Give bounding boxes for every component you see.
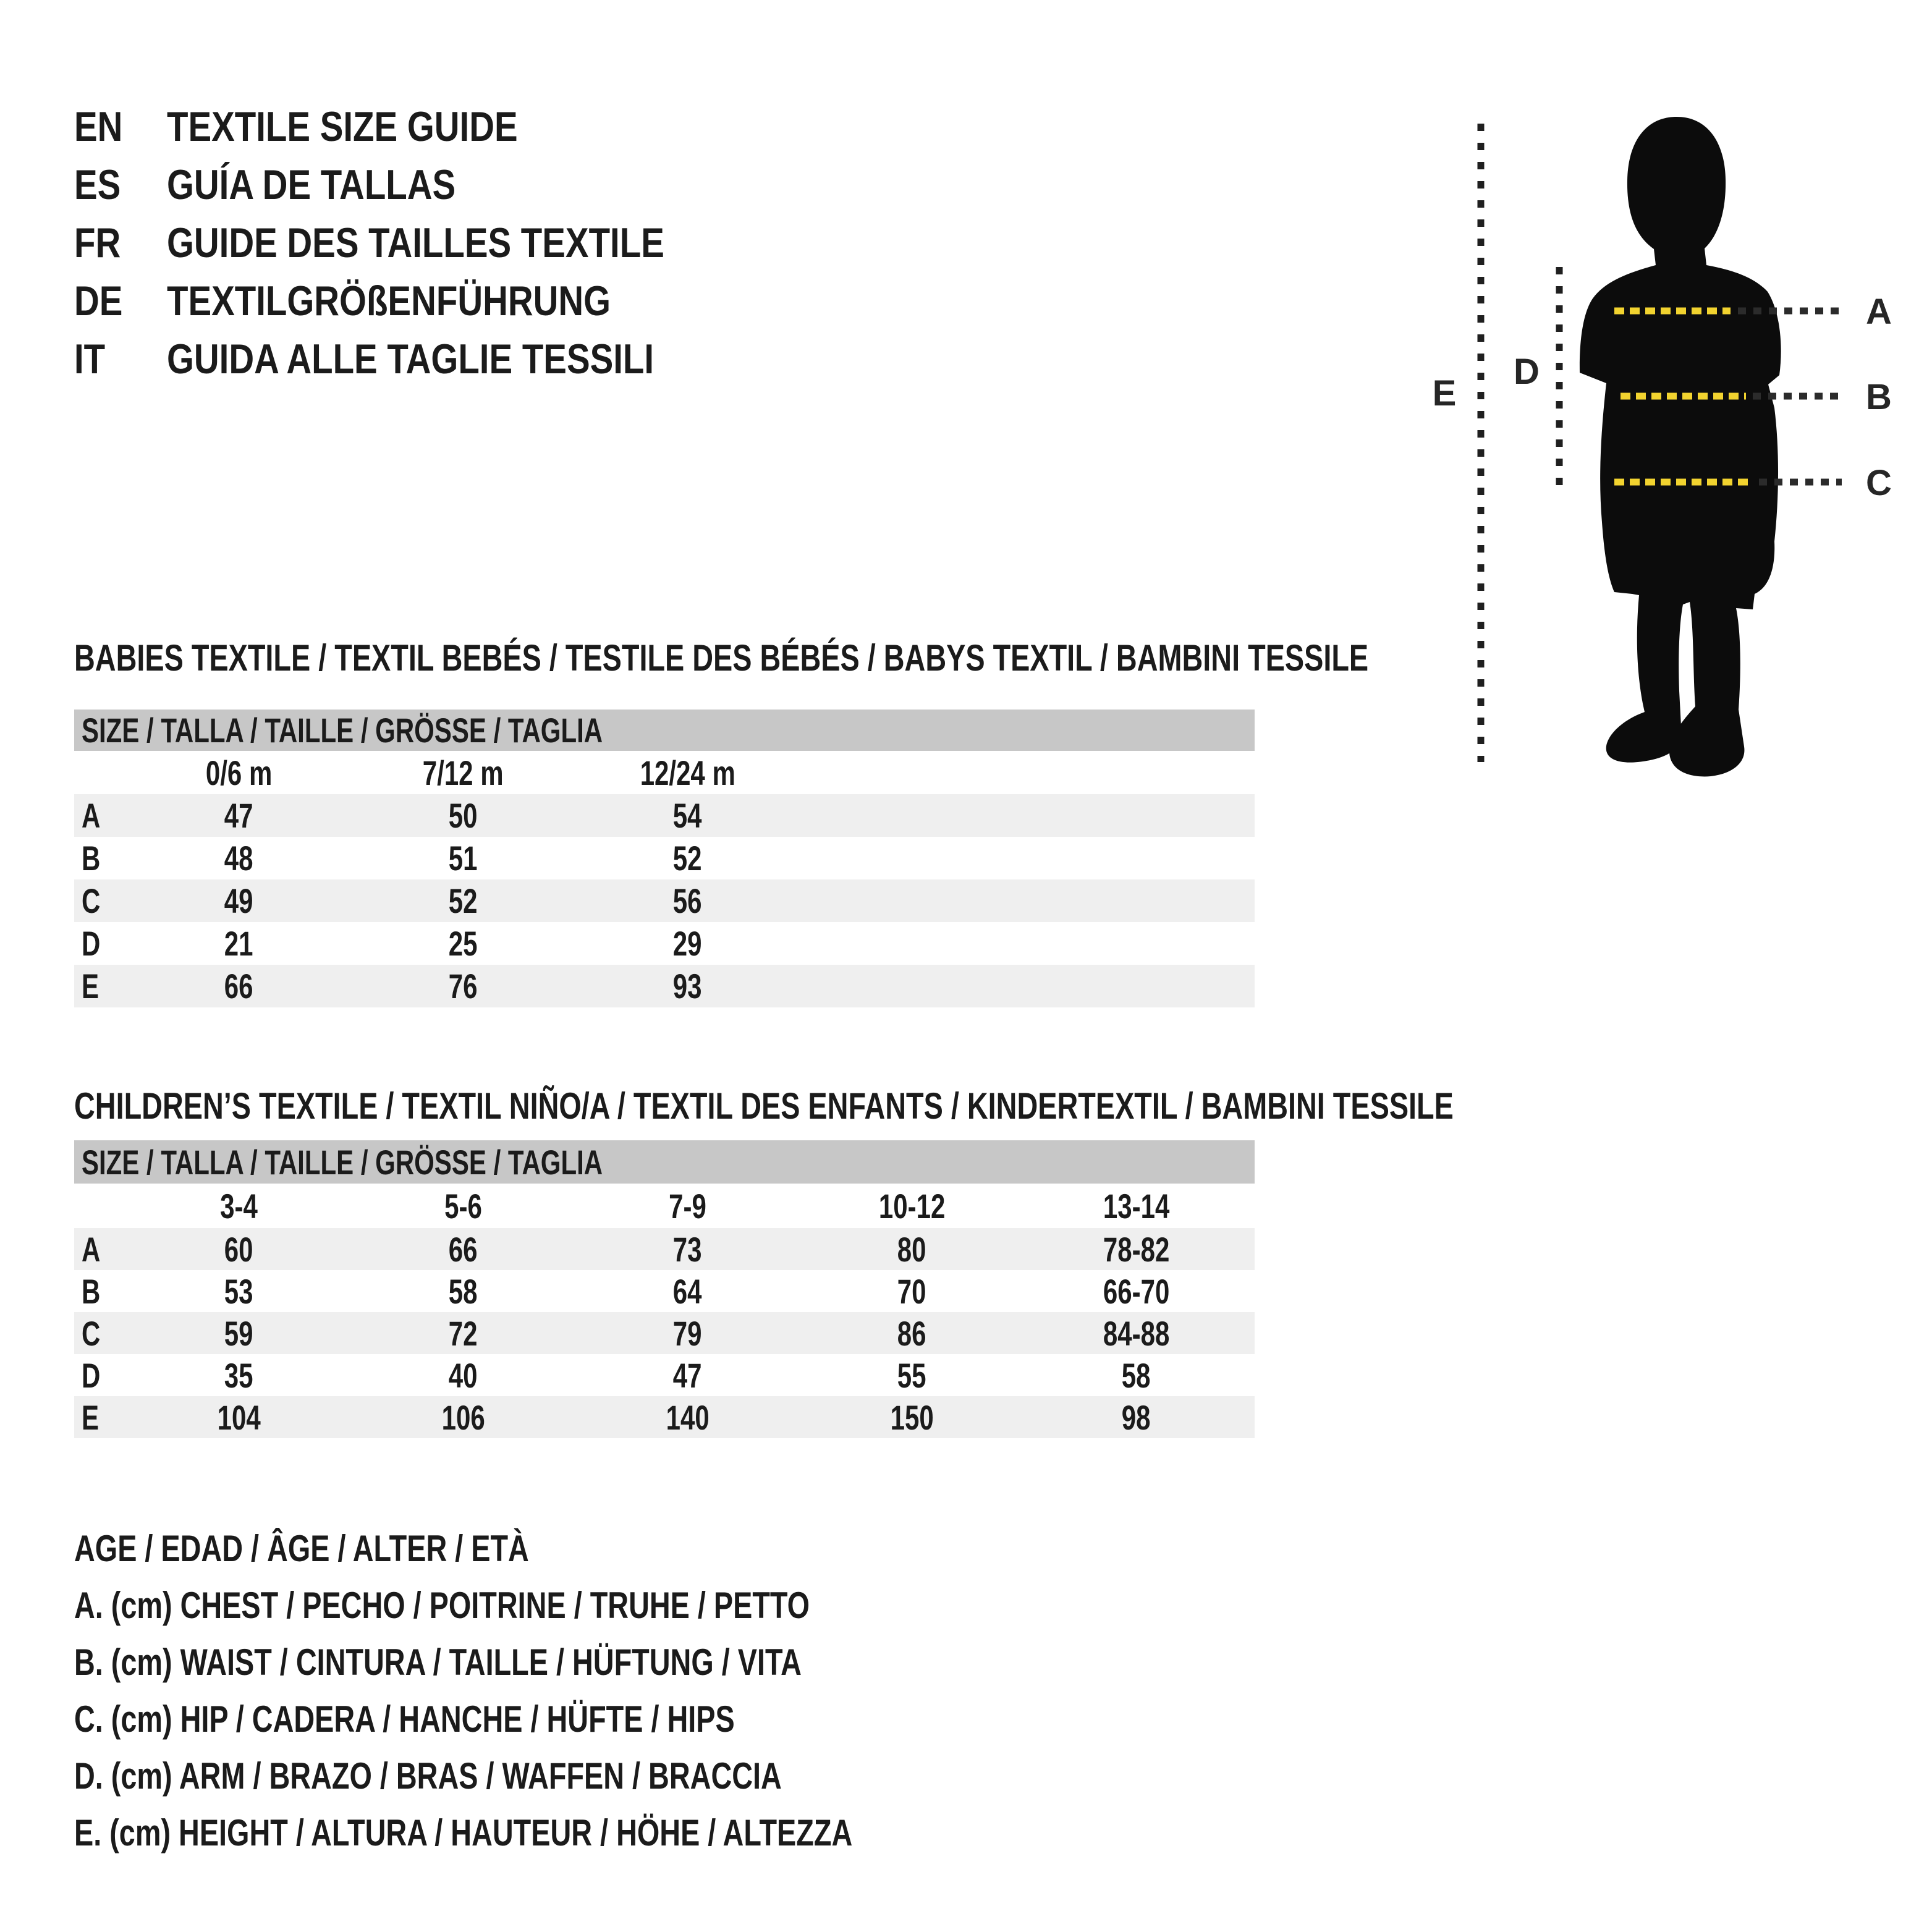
language-row xyxy=(74,214,766,272)
table-cell-text: 78-82 xyxy=(1103,1229,1170,1269)
table-cell xyxy=(800,1355,1024,1396)
table-cell xyxy=(127,1313,351,1354)
table-cell-text: 52 xyxy=(449,881,478,920)
language-guide-title xyxy=(167,335,753,383)
language-title-list xyxy=(74,98,766,388)
language-guide-title-text: GUÍA DE TALLAS xyxy=(167,161,456,208)
language-code-text: EN xyxy=(74,103,123,150)
table-cell-text: 21 xyxy=(224,924,253,963)
column-header-text: 12/24 m xyxy=(640,753,735,792)
table-cell-text: 140 xyxy=(666,1397,710,1437)
table-row xyxy=(74,965,1255,1007)
column-header-text: 10-12 xyxy=(878,1186,946,1226)
table-row xyxy=(74,879,1255,922)
table-cell xyxy=(1024,1355,1248,1396)
language-guide-title-text: TEXTILGRÖßENFÜHRUNG xyxy=(167,278,611,324)
table-cell xyxy=(351,1229,575,1269)
figure-label-b: B xyxy=(1866,377,1892,417)
table-cell-text: 84-88 xyxy=(1103,1313,1170,1353)
table-cell xyxy=(127,1271,351,1311)
language-row xyxy=(74,98,766,156)
column-header xyxy=(1024,1186,1248,1226)
row-label xyxy=(74,1271,127,1311)
table-cell xyxy=(351,838,575,878)
table-cell-text: 58 xyxy=(1122,1355,1151,1395)
table-row xyxy=(74,794,1255,837)
row-label-text: A xyxy=(82,796,101,835)
table-cell xyxy=(351,1397,575,1438)
language-code xyxy=(74,277,167,325)
table-cell xyxy=(575,966,800,1006)
legend-line-text: B. (cm) WAIST / CINTURA / TAILLE / HÜFTUNG / VITA xyxy=(74,1641,802,1683)
column-header-text: 7/12 m xyxy=(423,753,504,792)
table-row xyxy=(74,837,1255,879)
language-guide-title xyxy=(167,161,515,209)
table-cell-text: 73 xyxy=(673,1229,702,1269)
table-cell-text: 106 xyxy=(441,1397,485,1437)
table-cell-text: 49 xyxy=(224,881,253,920)
language-guide-title xyxy=(167,219,766,267)
column-header xyxy=(127,753,351,793)
language-code-text: DE xyxy=(74,278,123,324)
language-row xyxy=(74,156,766,214)
table-cell xyxy=(1024,1229,1248,1269)
table-cell-text: 150 xyxy=(890,1397,934,1437)
table-cell-text: 52 xyxy=(673,839,702,878)
size-header-text: SIZE / TALLA / TAILLE / GRÖSSE / TAGLIA xyxy=(82,1142,603,1182)
row-label-text: C xyxy=(82,1313,101,1353)
language-code-text: ES xyxy=(74,161,121,208)
legend-line xyxy=(74,1577,1072,1633)
column-header-row xyxy=(74,751,1255,794)
table-cell-text: 79 xyxy=(673,1313,702,1353)
table-cell-text: 98 xyxy=(1122,1397,1151,1437)
row-label-text: A xyxy=(82,1229,101,1269)
column-header-row xyxy=(74,1184,1255,1228)
row-label xyxy=(74,1397,127,1438)
table-row xyxy=(74,1228,1255,1270)
language-row xyxy=(74,330,766,388)
table-cell-text: 58 xyxy=(449,1271,478,1311)
language-code xyxy=(74,219,167,267)
table-cell-text: 93 xyxy=(673,967,702,1006)
child-silhouette xyxy=(1580,117,1781,776)
children-section-title xyxy=(74,1085,1842,1128)
table-cell xyxy=(575,881,800,921)
table-cell-text: 86 xyxy=(897,1313,926,1353)
legend-line-text: D. (cm) ARM / BRAZO / BRAS / WAFFEN / BRACCIA xyxy=(74,1755,782,1797)
table-cell-text: 47 xyxy=(673,1355,702,1395)
table-row xyxy=(74,922,1255,965)
column-header-text: 0/6 m xyxy=(205,753,273,792)
table-cell xyxy=(127,923,351,964)
children-size-table xyxy=(74,1140,1255,1438)
children-section-title-text: CHILDREN’S TEXTILE / TEXTIL NIÑO/A / TEXTIL DES ENFANTS / KINDERTEXTIL / BAMBINI TESSILE xyxy=(74,1085,1454,1127)
table-cell xyxy=(800,1229,1024,1269)
table-cell-text: 25 xyxy=(449,924,478,963)
table-cell xyxy=(351,1313,575,1354)
legend-line xyxy=(74,1747,1072,1804)
row-label-text: C xyxy=(82,881,101,920)
figure-label-d: D xyxy=(1514,352,1540,392)
language-code xyxy=(74,335,167,383)
table-cell xyxy=(127,1355,351,1396)
row-label-text: E xyxy=(82,1397,100,1437)
table-cell-text: 59 xyxy=(224,1313,253,1353)
table-row xyxy=(74,1270,1255,1312)
legend-line-text: E. (cm) HEIGHT / ALTURA / HAUTEUR / HÖHE / ALTEZZA xyxy=(74,1811,853,1854)
table-cell xyxy=(575,1229,800,1269)
legend-line xyxy=(74,1804,1072,1861)
table-cell xyxy=(575,795,800,836)
table-cell-text: 76 xyxy=(449,967,478,1006)
language-guide-title-text: GUIDE DES TAILLES TEXTILE xyxy=(167,219,664,266)
table-cell xyxy=(575,923,800,964)
column-header xyxy=(575,753,800,793)
legend-line xyxy=(74,1690,1072,1747)
table-cell-text: 70 xyxy=(897,1271,926,1311)
legend-line xyxy=(74,1520,1072,1577)
table-cell-text: 35 xyxy=(224,1355,253,1395)
table-cell xyxy=(575,1313,800,1354)
column-header-text: 13-14 xyxy=(1103,1186,1170,1226)
row-label-text: D xyxy=(82,924,101,963)
table-cell xyxy=(127,838,351,878)
table-cell xyxy=(351,1355,575,1396)
table-cell-text: 60 xyxy=(224,1229,253,1269)
table-cell xyxy=(127,795,351,836)
table-cell-text: 64 xyxy=(673,1271,702,1311)
figure-label-a: A xyxy=(1866,292,1892,332)
language-guide-title xyxy=(167,103,590,151)
table-cell-text: 104 xyxy=(217,1397,261,1437)
table-cell xyxy=(1024,1271,1248,1311)
table-row xyxy=(74,1312,1255,1354)
table-cell-text: 72 xyxy=(449,1313,478,1353)
table-cell xyxy=(127,881,351,921)
row-label-text: D xyxy=(82,1355,101,1395)
table-cell xyxy=(575,1397,800,1438)
babies-size-table xyxy=(74,710,1255,1007)
column-header xyxy=(351,753,575,793)
measurement-legend xyxy=(74,1520,1072,1861)
row-label xyxy=(74,1313,127,1354)
table-cell xyxy=(351,795,575,836)
child-silhouette-figure xyxy=(1409,93,1932,813)
table-cell-text: 50 xyxy=(449,796,478,835)
table-cell xyxy=(800,1271,1024,1311)
column-header xyxy=(127,1186,351,1226)
table-cell xyxy=(351,1271,575,1311)
language-guide-title-text: GUIDA ALLE TAGLIE TESSILI xyxy=(167,336,655,383)
size-header-text: SIZE / TALLA / TAILLE / GRÖSSE / TAGLIA xyxy=(82,711,603,750)
table-cell xyxy=(127,966,351,1006)
table-cell-text: 66 xyxy=(449,1229,478,1269)
table-cell-text: 53 xyxy=(224,1271,253,1311)
figure-label-e: E xyxy=(1432,373,1457,413)
table-row xyxy=(74,1354,1255,1396)
table-cell-text: 47 xyxy=(224,796,253,835)
table-cell xyxy=(575,1355,800,1396)
row-label-text: E xyxy=(82,967,100,1006)
size-header-bar xyxy=(74,1140,1255,1184)
table-cell-text: 29 xyxy=(673,924,702,963)
table-cell xyxy=(351,881,575,921)
table-cell xyxy=(1024,1313,1248,1354)
column-header-text: 3-4 xyxy=(220,1186,258,1226)
language-code-text: IT xyxy=(74,336,106,383)
table-cell-text: 80 xyxy=(897,1229,926,1269)
legend-line-text: A. (cm) CHEST / PECHO / POITRINE / TRUHE / PETTO xyxy=(74,1584,810,1626)
language-code-text: FR xyxy=(74,219,121,266)
table-cell xyxy=(575,838,800,878)
table-cell xyxy=(800,1313,1024,1354)
table-cell-text: 66 xyxy=(224,967,253,1006)
table-cell-text: 56 xyxy=(673,881,702,920)
table-cell xyxy=(1024,1397,1248,1438)
table-row xyxy=(74,1396,1255,1438)
row-label-text: B xyxy=(82,839,101,878)
table-cell xyxy=(575,1271,800,1311)
figure-label-c: C xyxy=(1866,463,1892,503)
row-label xyxy=(74,1229,127,1269)
column-header-text: 7-9 xyxy=(669,1186,706,1226)
table-cell xyxy=(127,1397,351,1438)
row-label xyxy=(74,923,127,964)
table-cell xyxy=(351,966,575,1006)
table-cell-text: 66-70 xyxy=(1103,1271,1170,1311)
column-header xyxy=(800,1186,1024,1226)
row-label xyxy=(74,795,127,836)
language-code xyxy=(74,103,167,151)
column-header xyxy=(351,1186,575,1226)
table-cell xyxy=(800,1397,1024,1438)
row-label-text: B xyxy=(82,1271,101,1311)
table-cell xyxy=(127,1229,351,1269)
table-cell-text: 54 xyxy=(673,796,702,835)
row-label xyxy=(74,881,127,921)
table-cell-text: 55 xyxy=(897,1355,926,1395)
language-code xyxy=(74,161,167,209)
language-guide-title-text: TEXTILE SIZE GUIDE xyxy=(167,103,518,150)
language-row xyxy=(74,272,766,330)
row-label xyxy=(74,1355,127,1396)
legend-line xyxy=(74,1633,1072,1690)
table-cell-text: 48 xyxy=(224,839,253,878)
row-label xyxy=(74,838,127,878)
legend-line-text: C. (cm) HIP / CADERA / HANCHE / HÜFTE / HIPS xyxy=(74,1698,735,1740)
size-header-bar xyxy=(74,710,1255,751)
column-header-text: 5-6 xyxy=(444,1186,482,1226)
table-cell xyxy=(351,923,575,964)
row-label xyxy=(74,966,127,1006)
legend-line-text: AGE / EDAD / ÂGE / ALTER / ETÀ xyxy=(74,1527,529,1569)
babies-section-title-text: BABIES TEXTILE / TEXTIL BEBÉS / TESTILE DES BÉBÉS / BABYS TEXTIL / BAMBINI TESSILE xyxy=(74,637,1369,679)
column-header xyxy=(575,1186,800,1226)
language-guide-title xyxy=(167,277,701,325)
table-cell-text: 40 xyxy=(449,1355,478,1395)
table-cell-text: 51 xyxy=(449,839,478,878)
